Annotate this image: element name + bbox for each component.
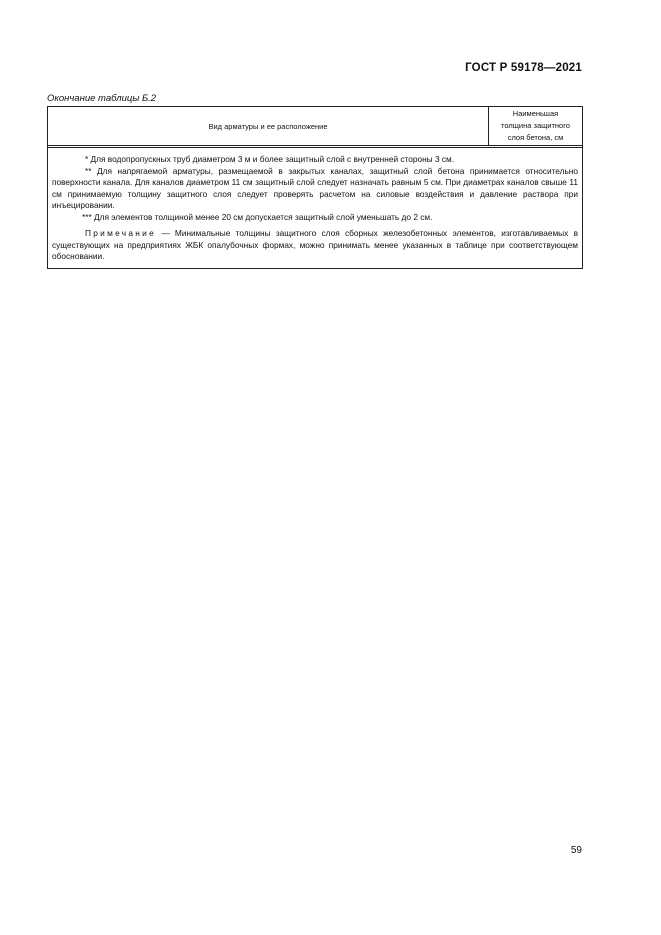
table-header-row [48, 107, 582, 148]
column-header-line: слоя бетона, см [507, 133, 564, 142]
note-label: Примечание [85, 228, 157, 238]
table-caption: Окончание таблицы Б.2 [47, 93, 157, 104]
footnote-2: ** Для напрягаемой арматуры, размещаемой в закрытых каналах, защитный слой бетона принимается относительно поверхности канала. Для каналов диаметром 11 см защитный слой следует назначать равным 5 см. При диаметрах каналов свыше 11 см принимаемую толщину защитного слоя следует проверять расчетом на силовые воздействия и давление раствора при инъецировании. [52, 165, 578, 210]
column-header-line: толщина защитного [501, 121, 570, 130]
document-code: ГОСТ Р 59178—2021 [465, 62, 582, 74]
footnote-1: * Для водопропускных труб диаметром 3 м и более защитный слой с внутренней стороны 3 см. [85, 154, 455, 164]
table [47, 106, 583, 269]
column-header-line: Наименьшая [512, 109, 559, 118]
table-note [52, 228, 578, 263]
page-number: 59 [570, 845, 582, 856]
table-footnotes-cell [48, 148, 582, 268]
footnote-3: *** Для элементов толщиной менее 20 см допускается защитный слой уменьшать до 2 см. [82, 211, 433, 222]
column-header-cover-thickness [489, 107, 582, 145]
note-text: — Минимальные толщины защитного слоя сборных железобетонных элементов, изготавливаемых в существующих на предприятиях ЖБК опалубочных формах, можно принимать менее указанных в таблице при соответствующем обосновании. [52, 228, 578, 261]
column-header-reinforcement: Вид арматуры и ее расположение [48, 107, 489, 145]
